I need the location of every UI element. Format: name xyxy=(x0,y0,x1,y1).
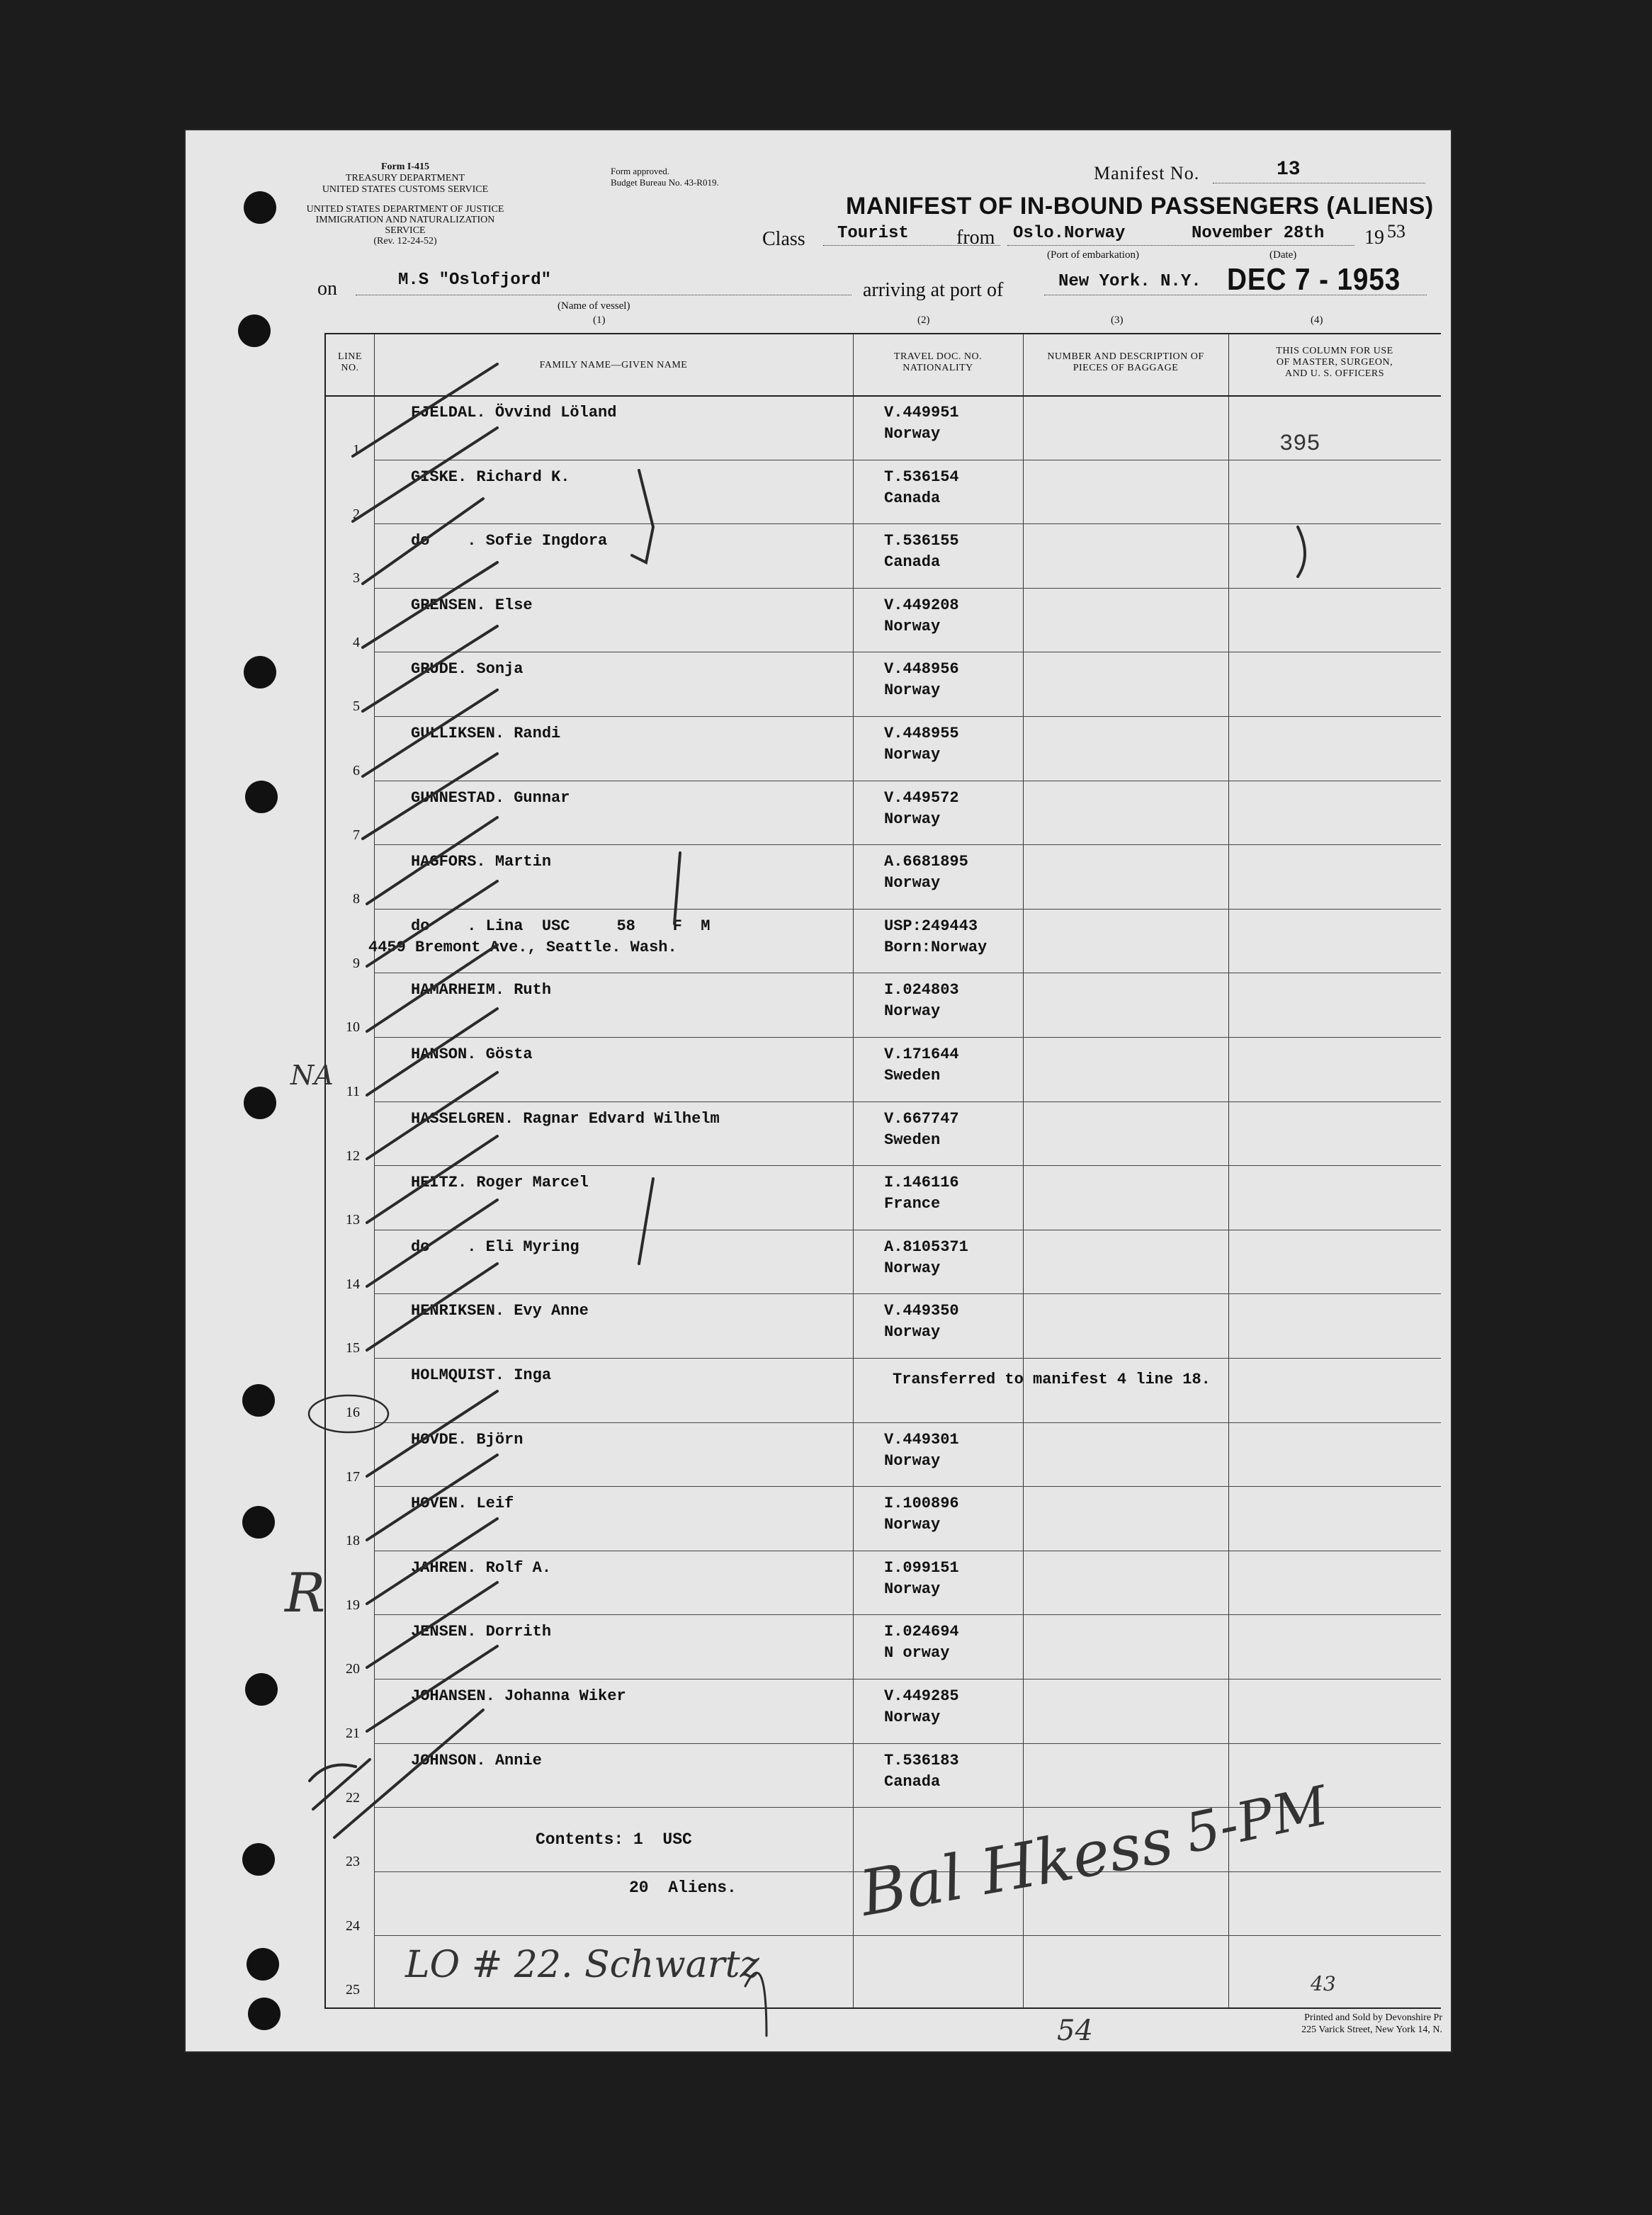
travel-doc-number: V.449350 xyxy=(884,1302,959,1320)
printer-line-2: 225 Varick Street, New York 14, N. xyxy=(1301,2024,1442,2035)
line-number: 2 xyxy=(353,506,360,522)
passenger-name: JAHREN. Rolf A. xyxy=(411,1558,552,1577)
manifest-sheet xyxy=(186,130,1451,2051)
on-label: on xyxy=(317,278,337,300)
form-approved: Form approved. xyxy=(611,166,670,176)
nationality: Born:Norway xyxy=(884,938,988,956)
passenger-name: JOHNSON. Annie xyxy=(411,1751,542,1769)
passenger-name: HENRIKSEN. Evy Anne xyxy=(411,1302,589,1320)
line-number: 6 xyxy=(353,763,360,778)
passenger-name: HOVDE. Björn xyxy=(411,1430,524,1449)
footer-54: 54 xyxy=(1057,2015,1093,2047)
year-suffix: 53 xyxy=(1387,221,1405,242)
time-note: 5-PM xyxy=(1179,1773,1334,1866)
travel-doc-number: V.448956 xyxy=(884,660,959,679)
treasury-dept: TREASURY DEPARTMENT xyxy=(345,173,465,183)
travel-doc-number: V.449208 xyxy=(884,596,959,614)
from-value: Oslo.Norway xyxy=(1013,224,1126,243)
margin-r: R xyxy=(285,1561,326,1624)
line-number: 5 xyxy=(353,698,360,715)
printer-line-1: Printed and Sold by Devonshire Pr xyxy=(1304,2012,1442,2023)
travel-doc-number: V.449301 xyxy=(884,1430,959,1449)
passenger-name: GISKE. Richard K. xyxy=(411,468,570,486)
nationality: Norway xyxy=(884,1259,941,1277)
nationality: Norway xyxy=(884,810,941,828)
travel-doc-number: T.536154 xyxy=(884,468,959,486)
from-label: from xyxy=(956,227,995,249)
passenger-name: do . Eli Myring xyxy=(411,1237,579,1256)
travel-doc-number: V.449951 xyxy=(884,404,959,421)
nationality: Norway xyxy=(884,425,941,443)
nationality: Norway xyxy=(884,1709,941,1726)
nationality: Norway xyxy=(884,1002,941,1021)
nationality: Sweden xyxy=(884,1131,941,1149)
line-number: 8 xyxy=(353,891,360,907)
nationality: Canada xyxy=(884,1772,941,1791)
class-label: Class xyxy=(762,228,805,250)
travel-doc-number: V.449572 xyxy=(884,788,959,807)
travel-doc-number: Transferred to manifest 4 line 18. xyxy=(893,1371,1211,1388)
travel-doc-number: I.100896 xyxy=(884,1495,959,1513)
travel-doc-number: USP:249443 xyxy=(884,917,978,935)
passenger-name: HOLMQUIST. Inga xyxy=(411,1366,552,1384)
travel-doc-number: V.448955 xyxy=(884,725,959,742)
manifest-title: MANIFEST OF IN-BOUND PASSENGERS (ALIENS) xyxy=(846,193,1434,220)
travel-doc-number: V.171644 xyxy=(884,1046,959,1063)
travel-doc-number: V.449285 xyxy=(884,1687,959,1705)
passenger-name: JENSEN. Dorrith xyxy=(411,1623,552,1641)
col-number-1: (1) xyxy=(593,315,606,326)
nationality: Norway xyxy=(884,1323,941,1342)
passenger-name: do . Lina USC 58 F M xyxy=(411,917,711,935)
line-number: 16 xyxy=(346,1405,360,1420)
contents-line-1: Contents: 1 USC xyxy=(536,1830,692,1849)
class-value: Tourist xyxy=(837,224,909,243)
form-revision: (Rev. 12-24-52) xyxy=(373,236,437,247)
manifest-no-value: 13 xyxy=(1277,159,1301,181)
form-number: Form I-415 xyxy=(380,162,430,172)
passenger-name: GRUDE. Sonja xyxy=(411,660,524,679)
travel-doc-number: A.8105371 xyxy=(884,1237,968,1256)
line-number: 7 xyxy=(353,827,360,843)
pen-marks xyxy=(186,130,1451,2051)
port-value: New York. N.Y. xyxy=(1058,272,1201,291)
travel-doc-number: I.099151 xyxy=(884,1558,959,1577)
date-caption: (Date) xyxy=(1269,249,1297,261)
line-number: 24 xyxy=(346,1917,360,1934)
passenger-name: GULLIKSEN. Randi xyxy=(411,725,561,742)
passenger-address: 4459 Bremont Ave., Seattle. Wash. xyxy=(368,938,677,956)
line-number: 23 xyxy=(346,1854,360,1870)
nationality: N orway xyxy=(884,1644,950,1662)
travel-doc-number: I.024694 xyxy=(884,1623,959,1641)
budget-bureau: Budget Bureau No. 43-R019. xyxy=(611,177,719,188)
ins-service: IMMIGRATION AND NATURALIZATION SERVICE xyxy=(315,215,495,236)
passenger-name: HASSELGREN. Ragnar Edvard Wilhelm xyxy=(411,1109,720,1128)
nationality: Norway xyxy=(884,1516,941,1534)
arriving-label: arriving at port of xyxy=(863,279,1004,301)
line-number: 18 xyxy=(346,1533,360,1549)
col-header-travel: TRAVEL DOC. NO. NATIONALITY xyxy=(893,351,983,373)
nationality: Sweden xyxy=(884,1067,941,1084)
passenger-name: HAMARHEIM. Ruth xyxy=(411,981,552,999)
nationality: Canada xyxy=(884,489,941,507)
line-number: 11 xyxy=(346,1084,360,1099)
line-number: 14 xyxy=(346,1276,360,1292)
line-number: 3 xyxy=(353,570,360,587)
col-number-4: (4) xyxy=(1311,315,1323,326)
col-header-line: LINE NO. xyxy=(338,351,362,373)
footer-43: 43 xyxy=(1311,1972,1336,1995)
travel-doc-number: V.667747 xyxy=(884,1109,959,1128)
year-prefix: 19 xyxy=(1364,227,1384,249)
line-number: 4 xyxy=(353,634,360,650)
nationality: Canada xyxy=(884,553,941,572)
col-header-officers: THIS COLUMN FOR USE OF MASTER, SURGEON, AND U. S. OFFICERS xyxy=(1276,346,1393,379)
nationality: Norway xyxy=(884,681,941,700)
col-number-2: (2) xyxy=(917,315,930,326)
line-number: 20 xyxy=(346,1661,360,1677)
nationality: Norway xyxy=(884,617,941,635)
col-header-baggage: NUMBER AND DESCRIPTION OF PIECES OF BAGGAGE xyxy=(1047,351,1204,373)
travel-doc-number: T.536183 xyxy=(884,1751,959,1769)
port-embark-caption: (Port of embarkation) xyxy=(1047,249,1139,261)
travel-doc-number: I.024803 xyxy=(884,981,959,999)
margin-na: NA xyxy=(290,1060,334,1091)
nationality: Norway xyxy=(884,874,941,893)
line-number: 17 xyxy=(346,1468,360,1485)
lo-note: LO # 22. Schwartz xyxy=(405,1944,759,1986)
line-number: 13 xyxy=(346,1212,360,1228)
line-number: 21 xyxy=(346,1726,360,1741)
travel-doc-number: I.146116 xyxy=(884,1174,959,1192)
passenger-name: GRENSEN. Else xyxy=(411,596,533,614)
manifest-no-label: Manifest No. xyxy=(1094,163,1200,183)
arrival-date-stamp: DEC 7 - 1953 xyxy=(1227,262,1401,297)
line-number: 19 xyxy=(346,1597,360,1613)
line-number: 25 xyxy=(346,1982,360,1998)
officer-number: 395 xyxy=(1279,431,1320,457)
travel-doc-number: A.6681895 xyxy=(884,853,968,871)
customs-service: UNITED STATES CUSTOMS SERVICE xyxy=(322,184,489,195)
passenger-name: FJELDAL. Övvind Löland xyxy=(411,404,617,421)
passenger-name: HANSON. Gösta xyxy=(411,1046,533,1063)
inspector-signature: Bal Hkess xyxy=(854,1803,1179,1930)
passenger-name: HOVEN. Leif xyxy=(411,1495,514,1513)
justice-dept: UNITED STATES DEPARTMENT OF JUSTICE xyxy=(306,204,504,215)
passenger-name: HEITZ. Roger Marcel xyxy=(411,1174,589,1192)
travel-doc-number: T.536155 xyxy=(884,532,959,550)
nationality: Norway xyxy=(884,746,941,764)
line-number: 9 xyxy=(353,955,360,971)
passenger-name: do . Sofie Ingdora xyxy=(411,532,608,550)
date-value: November 28th xyxy=(1192,224,1325,243)
contents-line-2: 20 Aliens. xyxy=(629,1879,737,1897)
col-number-3: (3) xyxy=(1111,315,1124,326)
passenger-name: GUNNESTAD. Gunnar xyxy=(411,788,570,807)
nationality: France xyxy=(884,1195,941,1213)
passenger-name: JOHANSEN. Johanna Wiker xyxy=(411,1687,626,1705)
line-number: 1 xyxy=(353,442,360,458)
line-number: 22 xyxy=(346,1789,360,1806)
nationality: Norway xyxy=(884,1580,941,1598)
passenger-name: HAGFORS. Martin xyxy=(411,853,552,871)
line-number: 12 xyxy=(346,1148,360,1164)
col-header-name: FAMILY NAME—GIVEN NAME xyxy=(539,360,688,370)
line-number: 15 xyxy=(346,1340,360,1356)
nationality: Norway xyxy=(884,1451,941,1470)
vessel-caption: (Name of vessel) xyxy=(558,300,630,312)
line-number: 10 xyxy=(346,1019,360,1036)
vessel-name: M.S "Oslofjord" xyxy=(398,271,552,290)
